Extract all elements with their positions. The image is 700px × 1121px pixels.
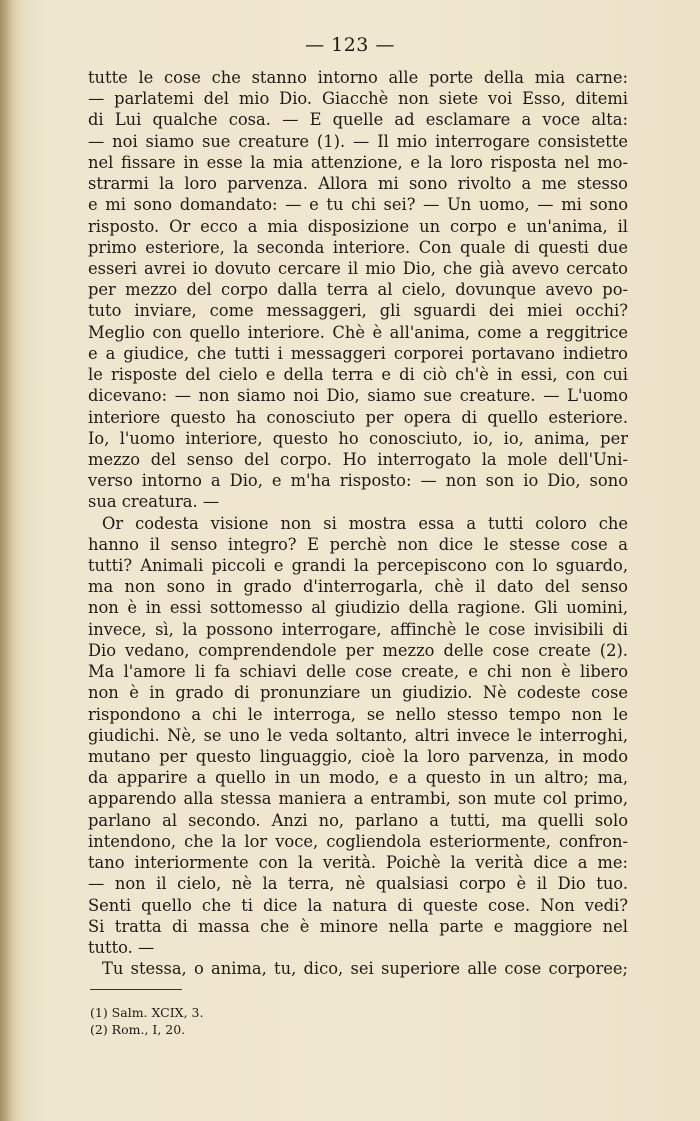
text-line: tuto inviare, come messaggeri, gli sguardi dei miei occhi? xyxy=(88,301,628,321)
text-line: e mi sono domandato: — e tu chi sei? — Un uomo, — mi sono xyxy=(88,195,628,215)
footnote-rule xyxy=(90,989,182,990)
text-line: tutte le cose che stanno intorno alle porte della mia carne: xyxy=(88,68,628,87)
text-line: per mezzo del corpo dalla terra al cielo, dovunque avevo po- xyxy=(88,280,628,300)
text-line: esseri avrei io dovuto cercare il mio Dio, che già avevo cercato xyxy=(88,258,628,278)
text-line: giudichi. Nè, se uno le veda soltanto, altri invece le interroghi, xyxy=(88,725,628,745)
text-line: non è in grado di pronunziare un giudizio. Nè codeste cose xyxy=(88,683,628,703)
page-number: — 123 — xyxy=(305,34,395,56)
footnote: (1) Salm. XCIX, 3. xyxy=(90,1005,204,1020)
text-line: interiore questo ha conosciuto per opera di quello esteriore. xyxy=(88,407,628,427)
body-text xyxy=(88,67,628,979)
text-line: mutano per questo linguaggio, cioè la loro parvenza, in modo xyxy=(88,747,628,766)
text-line: tutti? Animali piccoli e grandi la percepiscono con lo sguardo, xyxy=(88,556,628,576)
text-line: risposto. Or ecco a mia disposizione un corpo e un'anima, il xyxy=(88,216,628,236)
text-line: ma non sono in grado d'interrogarla, chè il dato del senso xyxy=(88,577,628,597)
text-line: Meglio con quello interiore. Chè è all'anima, come a reggitrice xyxy=(88,322,628,342)
text-line: Senti quello che ti dice la natura di queste cose. Non vedi? xyxy=(88,895,628,915)
text-line: apparendo alla stessa maniera a entrambi, son mute col primo, xyxy=(88,789,628,809)
gutter-shadow xyxy=(0,0,14,1121)
text-line: Or codesta visione non si mostra essa a tutti coloro che xyxy=(102,513,628,533)
text-line: verso intorno a Dio, e m'ha risposto: — non son io Dio, sono xyxy=(88,471,628,491)
text-line: — non il cielo, nè la terra, nè qualsiasi corpo è il Dio tuo. xyxy=(88,874,628,894)
text-line: — parlatemi del mio Dio. Giacchè non siete voi Esso, ditemi xyxy=(88,89,628,109)
text-line: dicevano: — non siamo noi Dio, siamo sue creature. — L'uomo xyxy=(88,386,628,406)
text-line: Io, l'uomo interiore, questo ho conosciuto, io, io, anima, per xyxy=(88,428,628,448)
text-line: sua creatura. — xyxy=(88,492,220,512)
text-line: non è in essi sottomesso al giudizio della ragione. Gli uomini, xyxy=(88,598,628,618)
footnote: (2) Rom., I, 20. xyxy=(90,1022,186,1037)
text-line: hanno il senso integro? E perchè non dice le stesse cose a xyxy=(88,534,628,554)
text-line: intendono, che la lor voce, cogliendola esteriormente, confron- xyxy=(88,831,628,851)
footnotes xyxy=(90,1004,203,1038)
text-line: tano interiormente con la verità. Poichè la verità dice a me: xyxy=(88,853,628,873)
text-line: invece, sì, la possono interrogare, affinchè le cose invisibili di xyxy=(88,619,628,639)
text-line: Dio vedano, comprendendole per mezzo delle cose create (2). xyxy=(88,640,628,660)
text-line: rispondono a chi le interroga, se nello stesso tempo non le xyxy=(88,704,628,724)
text-line: tutto. — xyxy=(88,937,155,957)
text-line: — noi siamo sue creature (1). — Il mio interrogare consistette xyxy=(88,131,628,151)
text-line: strarmi la loro parvenza. Allora mi sono rivolto a me stesso xyxy=(88,174,628,194)
text-line: le risposte del cielo e della terra e di ciò ch'è in essi, con cui xyxy=(88,365,628,385)
text-line: mezzo del senso del corpo. Ho interrogato la mole dell'Uni- xyxy=(88,449,628,469)
text-line: e a giudice, che tutti i messaggeri corporei portavano indietro xyxy=(88,343,628,363)
text-line: Tu stessa, o anima, tu, dico, sei superiore alle cose corporee; xyxy=(102,959,628,979)
text-line: di Lui qualche cosa. — E quelle ad esclamare a voce alta: xyxy=(88,110,628,130)
text-line: Si tratta di massa che è minore nella parte e maggiore nel xyxy=(88,916,628,936)
text-line: da apparire a quello in un modo, e a questo in un altro; ma, xyxy=(88,768,628,788)
text-line: parlano al secondo. Anzi no, parlano a tutti, ma quelli solo xyxy=(88,810,628,830)
text-line: nel fissare in esse la mia attenzione, e la loro risposta nel mo- xyxy=(88,152,628,172)
text-line: primo esteriore, la seconda interiore. Con quale di questi due xyxy=(88,237,628,257)
text-line: Ma l'amore li fa schiavi delle cose create, e chi non è libero xyxy=(88,662,628,682)
